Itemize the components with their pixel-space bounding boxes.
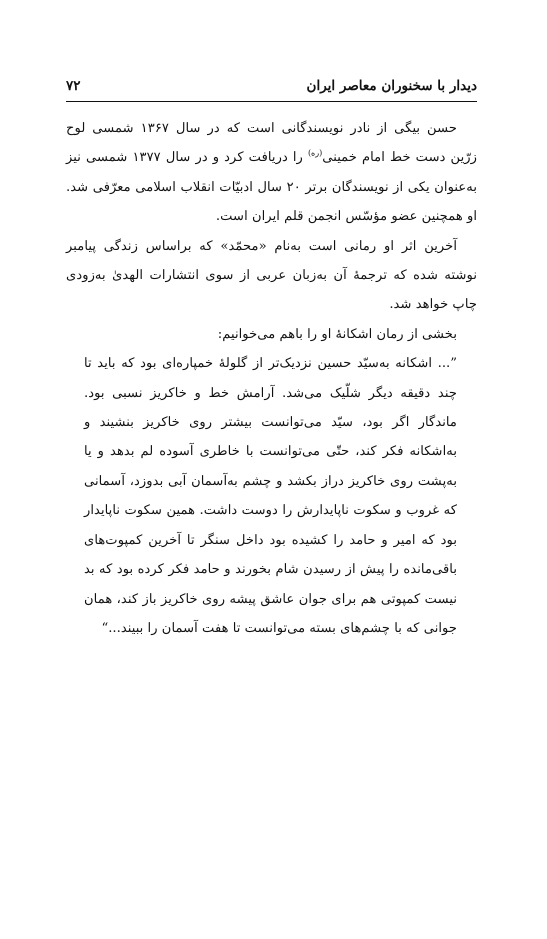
paragraph-1 (66, 114, 477, 232)
header-rule (66, 101, 477, 102)
novel-excerpt-quote: ”... اشکانه به‌سیّد حسین نزدیک‌تر از گلولهٔ خمپاره‌ای بود که باید تا چند دقیقه دیگر شلّیک می‌شد. آرامش خط و خاکریز نسبی بود. ماندگار اگر بود، سیّد می‌توانست بیشتر روی خاکریز بنشیند و به‌اشکانه فکر کند، حتّی می‌توانست با خاطری آسوده لم بدهد و یا به‌پشت روی خاکریز دراز بکشد و چشم به‌آسمان آبی بدوزد، آسمانی که غروب و سکوت ناپایدارش را دوست داشت. همین سکوت ناپایدار بود که امیر و حامد را کشیده بود داخل سنگر تا آخرین کمپوت‌های باقی‌مانده را پیش از رسیدن شام بخورند و حامد فکر کرده بود که بد نیست کمپوتی هم برای جوان عاشق پیشه روی خاکریز باز کند، همان جوانی که با چشم‌های بسته می‌توانست تا هفت آسمان را ببیند...“ (84, 356, 457, 636)
running-title: دیدار با سخنوران معاصر ایران (306, 78, 477, 94)
paragraph-1-text-a: حسن بیگی از نادر نویسندگانی است که در سال ۱۳۶۷ شمسی لوح زرّین دست خط امام خمینی (66, 121, 477, 166)
running-header (66, 78, 477, 94)
paragraph-1-text-b: را دریافت کرد و در سال ۱۳۷۷ شمسی نیز به‌عنوان یکی از نویسندگان برتر ۲۰ سال ادبیّات انقلاب اسلامی معرّفی شد. او همچنین عضو مؤسّس انجمن قلم ایران است. (66, 150, 477, 225)
page-number: ۷۲ (66, 78, 81, 94)
honorific-superscript: (ره) (307, 149, 323, 159)
paragraph-2: آخرین اثر او رمانی است به‌نام «محمّد» که براساس زندگی پیامبر نوشته شده که ترجمهٔ آن به‌زبان عربی از سوی انتشارات الهدیٰ به‌زودی چاپ خواهد شد. (66, 238, 477, 313)
page-body (66, 114, 477, 643)
quote-intro: بخشی از رمان اشکانهٔ او را باهم می‌خوانیم: (217, 326, 457, 342)
